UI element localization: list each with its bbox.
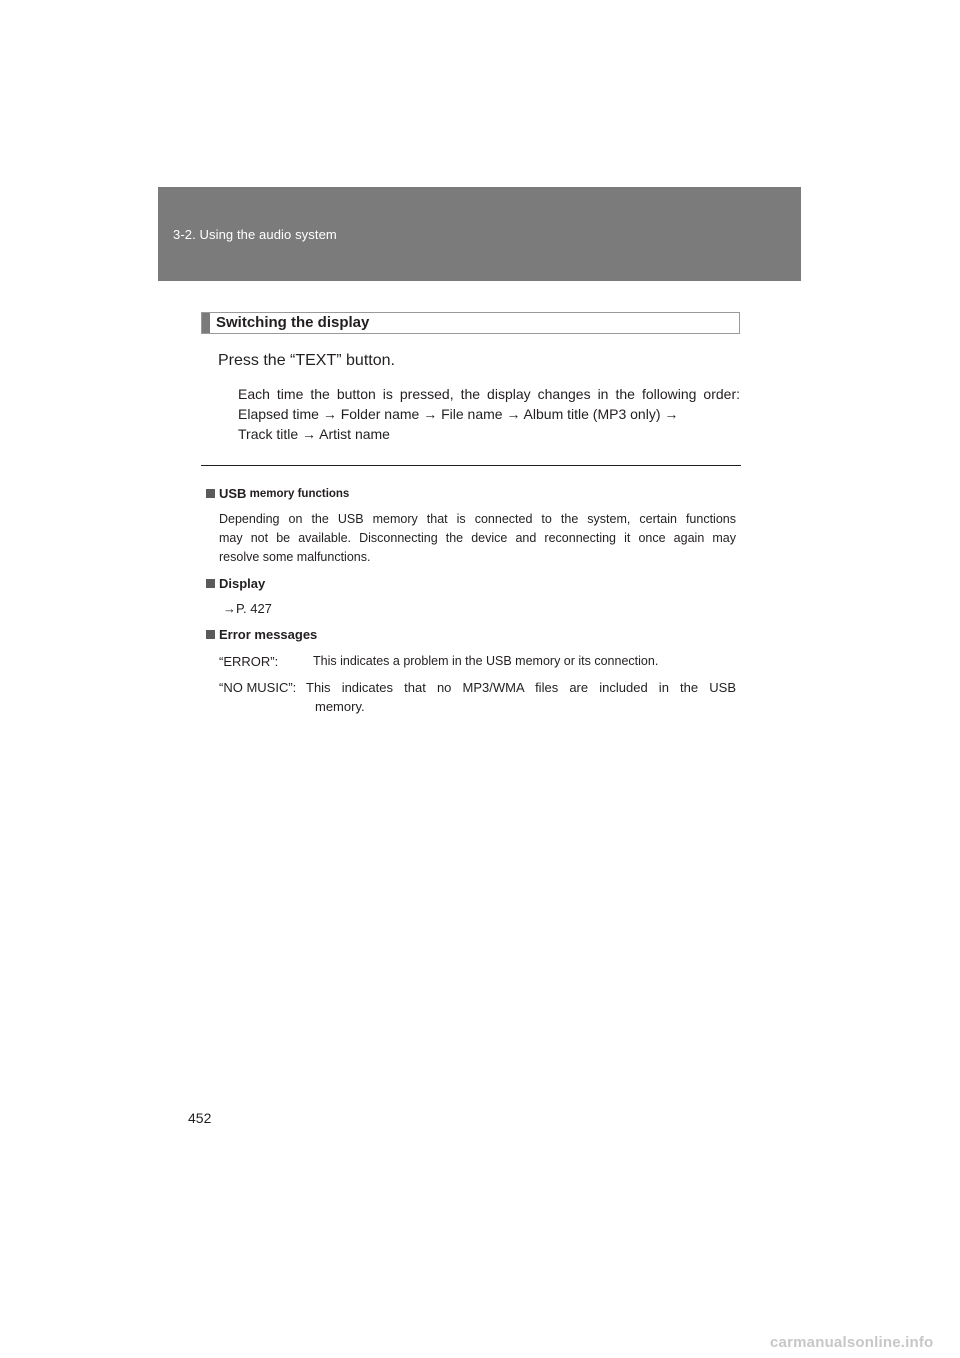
note-heading-text: Display [219,576,266,591]
note-line: Depending on the USB memory that is connected to the system, certain functions [219,512,736,526]
divider [201,465,741,466]
error-message-row [219,652,736,671]
error-message-row [219,678,736,714]
error-description: This indicates a problem in the USB memory or its connection. [313,654,659,668]
section-title-bar [201,312,740,334]
note-line: resolve some malfunctions. [219,550,371,564]
note-heading-text: USB [219,486,247,501]
bullet-square-icon [206,630,215,639]
section-title: Switching the display [216,314,370,331]
section-accent [202,313,210,333]
note-heading-errors [206,627,317,642]
page-reference: →P. 427 [223,601,272,616]
note-line: may not be available. Disconnecting the device and reconnecting it once again may [219,531,736,545]
error-key: “NO MUSIC”: [219,680,297,695]
error-key: “ERROR”: [219,654,279,669]
breadcrumb: 3-2. Using the audio system [173,227,337,242]
step-note-line: Elapsed time → Folder name → File name → Album title (MP3 only) → [238,406,679,422]
note-heading-usb [206,486,349,501]
note-heading-text: Error messages [219,627,318,642]
bullet-square-icon [206,489,215,498]
note-body-usb [219,510,736,567]
step-note-line: Each time the button is pressed, the display changes in the following order: [238,386,740,402]
page-number: 452 [188,1110,212,1126]
step-note [238,384,740,444]
step-note-line: Track title → Artist name [238,426,390,442]
note-heading-text: memory functions [246,487,350,500]
error-description: This indicates that no MP3/WMA files are included in the USB [306,680,736,695]
note-heading-display [206,576,265,591]
step-instruction: Press the “TEXT” button. [218,352,395,369]
watermark: carmanualsonline.info [770,1334,934,1351]
error-description: memory. [315,699,365,714]
bullet-square-icon [206,579,215,588]
